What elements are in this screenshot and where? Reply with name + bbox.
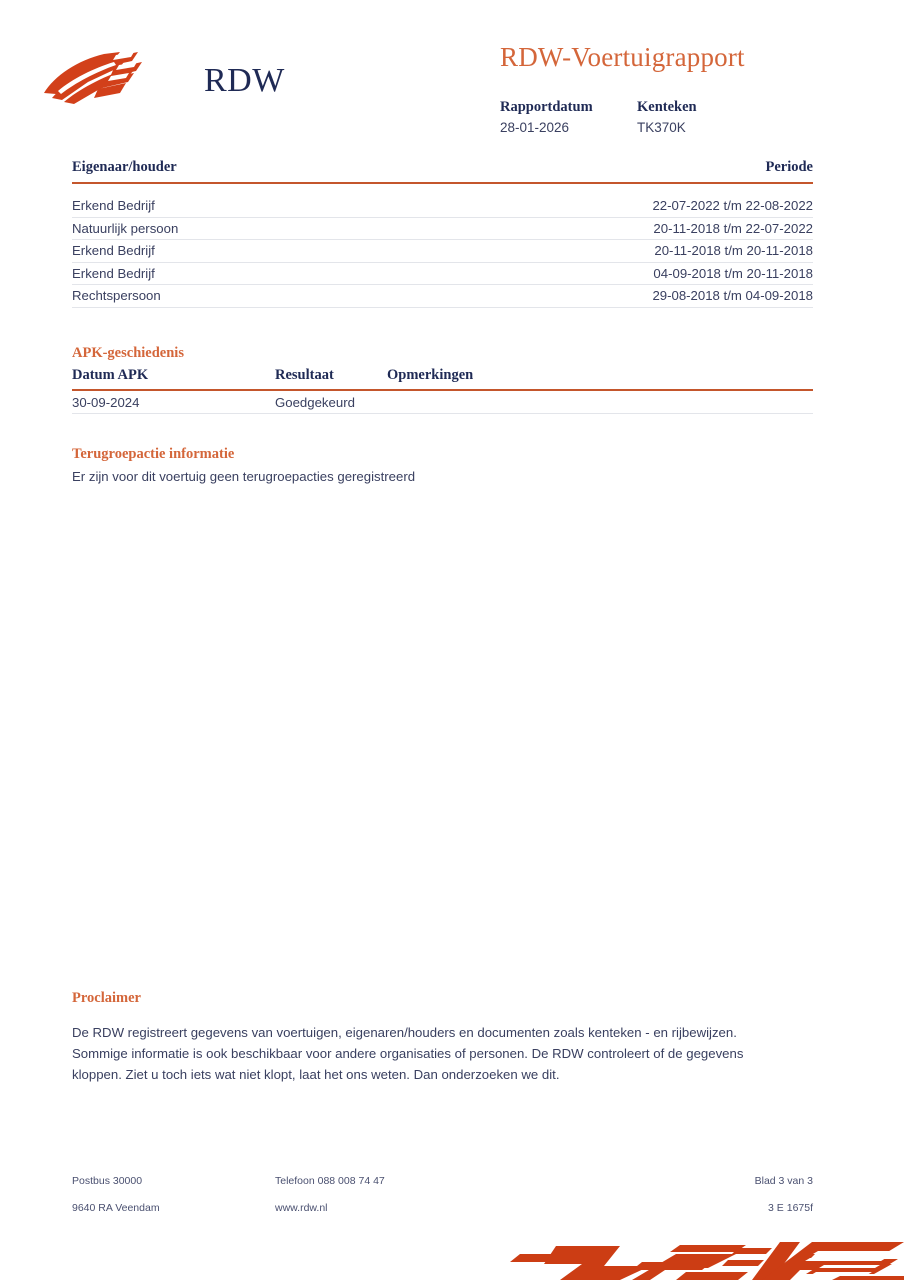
page-title: RDW-Voertuigrapport [500,42,745,72]
owner-table-header [72,158,813,184]
report-date-value: 28-01-2026 [500,120,570,135]
owner-holder-type: Erkend Bedrijf [72,198,155,214]
owner-period: 20-11-2018 t/m 20-11-2018 [654,243,813,259]
owner-heading: Eigenaar/houder [72,159,177,175]
apk-col-date: Datum APK [72,367,149,383]
footer-contact [275,1168,613,1222]
proclaimer-body [72,1022,772,1085]
report-meta [500,97,697,138]
apk-heading: APK-geschiedenis [72,345,184,361]
recall-heading: Terugroepactie informatie [72,446,235,462]
owner-holder-section [72,158,813,308]
speed-stripes-graphic [500,1220,904,1280]
proclaimer-line: kloppen. Ziet u toch iets wat niet klopt, laat het ons weten. Dan onderzoeken we dit. [72,1067,560,1082]
plate-value: TK370K [637,120,686,135]
plate-field [637,97,697,138]
footer-grid [72,1168,813,1222]
period-heading: Periode [765,159,813,175]
owner-period: 29-08-2018 t/m 04-09-2018 [652,288,813,304]
owner-period: 20-11-2018 t/m 22-07-2022 [653,220,813,236]
page-footer [72,1168,813,1222]
owner-holder-type: Erkend Bedrijf [72,243,155,259]
owner-period: 22-07-2022 t/m 22-08-2022 [652,198,813,214]
proclaimer-line: De RDW registreert gegevens van voertuigen, eigenaren/houders en documenten zoals kenteken - en rijbewijzen. [72,1025,737,1040]
table-row [72,218,813,241]
footer-form-code: 3 E 1675f [768,1202,813,1214]
proclaimer-line: Sommige informatie is ook beschikbaar voor andere organisaties of personen. De RDW controleert of de gegevens [72,1046,744,1061]
footer-phone: Telefoon 088 008 74 47 [275,1175,385,1187]
apk-col-remarks: Opmerkingen [387,367,474,383]
footer-page-number: Blad 3 van 3 [754,1175,813,1187]
rdw-feather-icon [42,46,162,108]
apk-result: Goedgekeurd [275,394,355,410]
owner-table-body [72,195,813,308]
table-row [72,195,813,218]
apk-col-result: Resultaat [275,367,334,383]
proclaimer-heading: Proclaimer [72,990,141,1006]
apk-table-body [72,391,813,414]
recall-section [72,445,813,486]
apk-table-header [72,366,813,391]
table-row [72,391,813,414]
footer-postbus: Postbus 30000 [72,1175,143,1187]
footer-address [72,1168,275,1222]
report-date-field [500,97,637,138]
report-date-label: Rapportdatum [500,99,593,115]
owner-holder-type: Natuurlijk persoon [72,220,179,236]
owner-period: 04-09-2018 t/m 20-11-2018 [653,265,813,281]
table-row [72,285,813,308]
table-row [72,240,813,263]
rdw-logo [42,28,292,108]
owner-holder-type: Erkend Bedrijf [72,265,155,281]
table-row [72,263,813,286]
recall-text: Er zijn voor dit voertuig geen terugroepacties geregistreerd [72,469,416,484]
owner-holder-type: Rechtspersoon [72,288,161,304]
apk-date: 30-09-2024 [72,394,140,410]
rdw-wordmark: RDW [204,62,285,99]
apk-history-section [72,344,813,414]
proclaimer-section [72,989,813,1085]
footer-pageinfo [613,1168,813,1222]
footer-city: 9640 RA Veendam [72,1202,160,1214]
plate-label: Kenteken [637,99,697,115]
footer-website-link[interactable]: www.rdw.nl [275,1202,328,1214]
